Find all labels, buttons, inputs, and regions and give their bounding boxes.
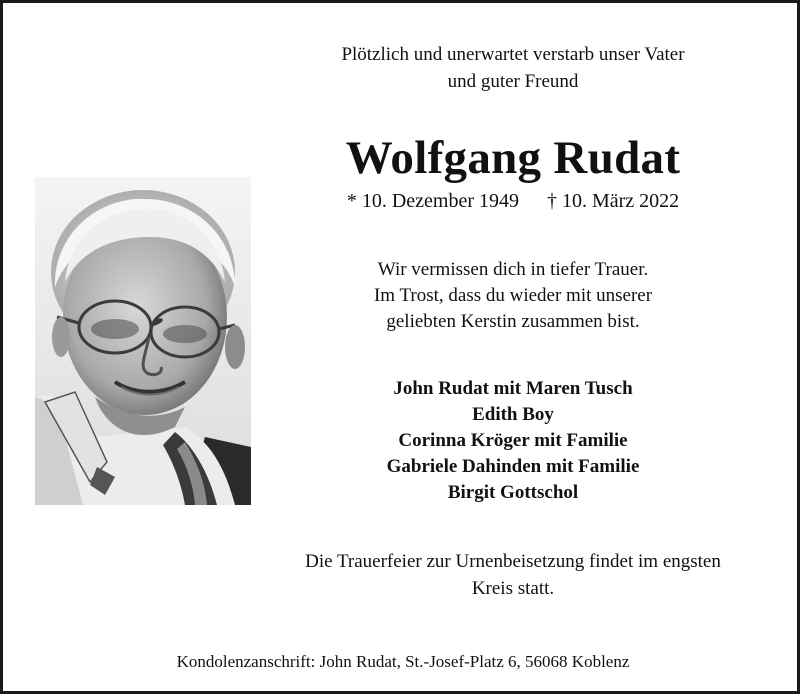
condolence-address: Kondolenzanschrift: John Rudat, St.-Josef-Platz 6, 56068 Koblenz xyxy=(176,652,630,671)
intro-line: Plötzlich und unerwartet verstarb unser Vater xyxy=(341,44,685,65)
mourner-name: Corinna Kröger mit Familie xyxy=(398,430,628,451)
verse-line: Im Trost, dass du wieder mit unserer xyxy=(373,285,653,306)
portrait-image xyxy=(35,177,251,505)
service-line: Die Trauerfeier zur Urnenbeisetzung findet im engsten xyxy=(305,551,721,572)
portrait-photo xyxy=(35,177,251,505)
life-dates xyxy=(233,188,793,214)
death-date: † 10. März 2022 xyxy=(546,190,680,212)
mourner-name: John Rudat mit Maren Tusch xyxy=(393,378,633,399)
service-line: Kreis statt. xyxy=(471,578,555,599)
deceased-name: Wolfgang Rudat xyxy=(345,132,681,184)
verse-line: geliebten Kerstin zusammen bist. xyxy=(386,311,640,332)
verse-text xyxy=(233,257,793,335)
service-notice xyxy=(223,548,800,602)
intro-text xyxy=(233,41,793,95)
mourners-list xyxy=(233,376,793,506)
intro-line: und guter Freund xyxy=(447,71,579,92)
mourner-name: Gabriele Dahinden mit Familie xyxy=(386,456,640,477)
mourner-name: Birgit Gottschol xyxy=(447,482,579,503)
verse-line: Wir vermissen dich in tiefer Trauer. xyxy=(377,259,649,280)
mourner-name: Edith Boy xyxy=(472,404,554,425)
birth-date: * 10. Dezember 1949 xyxy=(346,190,519,212)
